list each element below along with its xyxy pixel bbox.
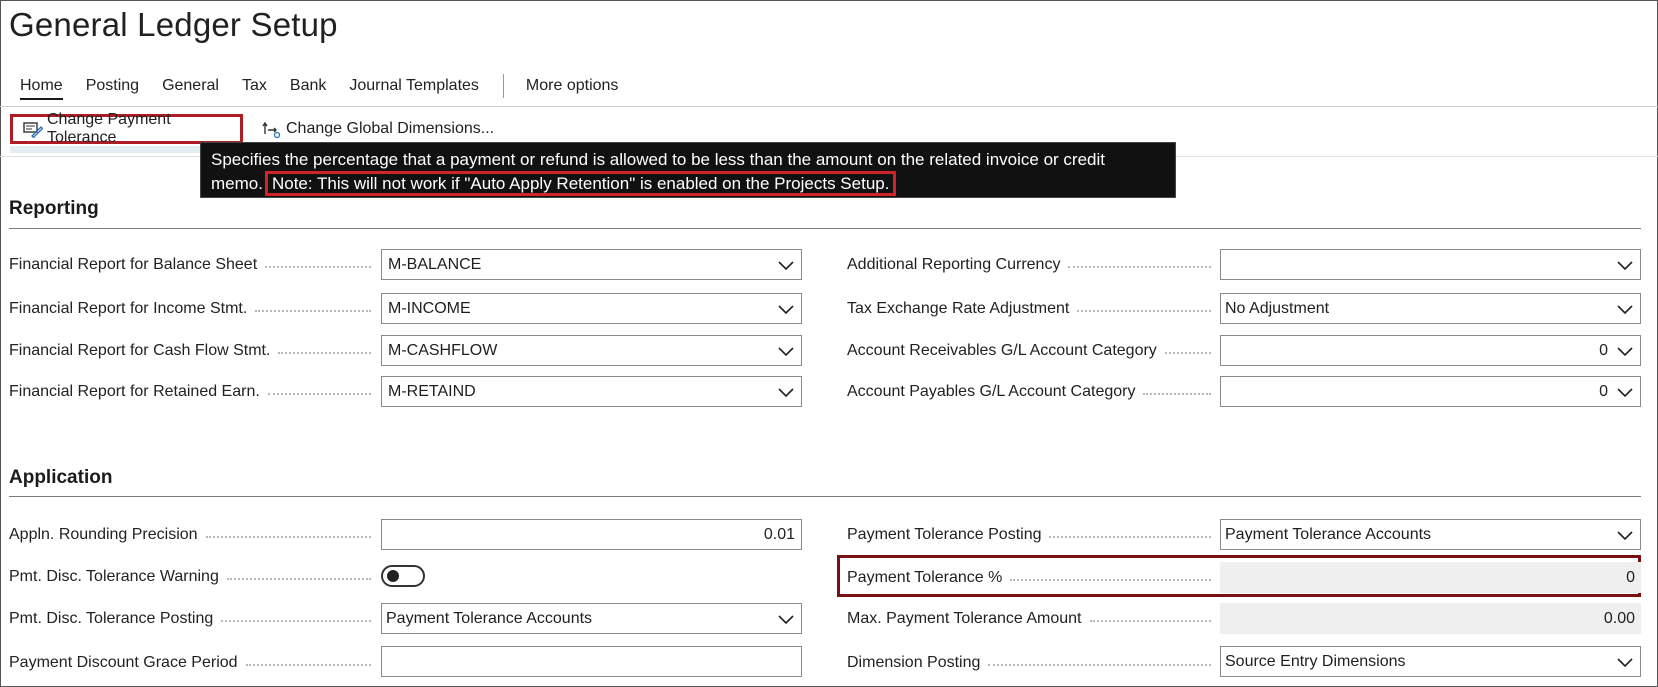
chevron-down-icon — [1616, 303, 1634, 315]
chevron-down-icon — [1616, 529, 1634, 541]
payment-tolerance-percent-field: 0 — [1220, 562, 1641, 593]
chevron-down-icon — [1616, 345, 1634, 357]
pmt-disc-tolerance-posting-select[interactable]: Payment Tolerance Accounts — [381, 603, 802, 634]
field-label: Financial Report for Income Stmt. — [9, 298, 379, 320]
additional-reporting-currency-select[interactable] — [1220, 249, 1641, 280]
chevron-down-icon — [777, 345, 795, 357]
tab-general[interactable]: General — [162, 77, 219, 94]
tab-separator — [503, 74, 504, 98]
action-hover-bar — [10, 146, 200, 153]
payables-account-category-select[interactable]: 0 — [1220, 376, 1641, 407]
field-label: Account Payables G/L Account Category — [847, 381, 1219, 403]
payment-tolerance-posting-select[interactable]: Payment Tolerance Accounts — [1220, 519, 1641, 550]
tab-tax[interactable]: Tax — [241, 77, 267, 94]
balance-sheet-report-select[interactable]: M-BALANCE — [381, 249, 802, 280]
appln-rounding-precision-input[interactable]: 0.01 — [381, 519, 802, 550]
field-label: Additional Reporting Currency — [847, 254, 1219, 276]
chevron-down-icon — [1616, 259, 1634, 271]
field-label: Pmt. Disc. Tolerance Posting — [9, 608, 379, 630]
income-stmt-report-select[interactable]: M-INCOME — [381, 293, 802, 324]
field-label: Account Receivables G/L Account Category — [847, 340, 1219, 362]
retained-earn-report-select[interactable]: M-RETAIND — [381, 376, 802, 407]
change-global-dimensions-label: Change Global Dimensions... — [286, 120, 495, 137]
tab-bank[interactable]: Bank — [289, 77, 327, 94]
change-global-dimensions-button[interactable] — [262, 114, 494, 144]
ribbon-divider — [0, 106, 1658, 107]
chevron-down-icon — [1616, 656, 1634, 668]
max-payment-tolerance-amount-field: 0.00 — [1220, 603, 1641, 634]
receivables-account-category-select[interactable]: 0 — [1220, 335, 1641, 366]
toggle-knob — [387, 570, 399, 582]
payment-tolerance-icon — [23, 119, 43, 139]
chevron-down-icon — [777, 259, 795, 271]
action-tabs — [20, 74, 641, 98]
tab-home[interactable]: Home — [20, 77, 63, 94]
field-label: Payment Tolerance % — [847, 567, 1219, 589]
chevron-down-icon — [1616, 386, 1634, 398]
more-options-button[interactable]: More options — [525, 77, 619, 94]
field-label: Financial Report for Retained Earn. — [9, 381, 379, 403]
tooltip-note: Note: This will not work if "Auto Apply Retention" is enabled on the Projects Setup. — [265, 171, 896, 196]
field-label: Tax Exchange Rate Adjustment — [847, 298, 1219, 320]
tooltip-text: Specifies the percentage that a payment or refund is allowed to be less than the amount on the related invoice or credit memo. — [211, 150, 1105, 193]
tab-journal-templates[interactable]: Journal Templates — [349, 77, 479, 94]
change-payment-tolerance-label: Change Payment Tolerance — [47, 111, 171, 146]
field-label: Payment Discount Grace Period — [9, 652, 379, 674]
cash-flow-report-select[interactable]: M-CASHFLOW — [381, 335, 802, 366]
chevron-down-icon — [777, 386, 795, 398]
payment-discount-grace-period-input[interactable] — [381, 646, 802, 677]
chevron-down-icon — [777, 303, 795, 315]
field-label: Max. Payment Tolerance Amount — [847, 608, 1219, 630]
tab-posting[interactable]: Posting — [85, 77, 140, 94]
pmt-disc-tolerance-warning-toggle[interactable] — [381, 565, 425, 587]
global-dimensions-icon — [262, 119, 282, 139]
tax-exchange-rate-adjustment-select[interactable]: No Adjustment — [1220, 293, 1641, 324]
application-divider — [9, 496, 1641, 497]
field-tooltip — [200, 142, 1176, 198]
page-title: General Ledger Setup — [9, 6, 338, 43]
application-heading: Application — [9, 467, 113, 488]
chevron-down-icon — [777, 613, 795, 625]
field-label: Financial Report for Balance Sheet — [9, 254, 379, 276]
field-label: Financial Report for Cash Flow Stmt. — [9, 340, 379, 362]
field-label: Appln. Rounding Precision — [9, 524, 379, 546]
field-label: Payment Tolerance Posting — [847, 524, 1219, 546]
field-label: Pmt. Disc. Tolerance Warning — [9, 566, 379, 588]
dimension-posting-select[interactable]: Source Entry Dimensions — [1220, 646, 1641, 677]
reporting-heading: Reporting — [9, 198, 99, 219]
field-label: Dimension Posting — [847, 652, 1219, 674]
reporting-divider — [9, 228, 1641, 229]
change-payment-tolerance-button[interactable] — [10, 111, 243, 146]
